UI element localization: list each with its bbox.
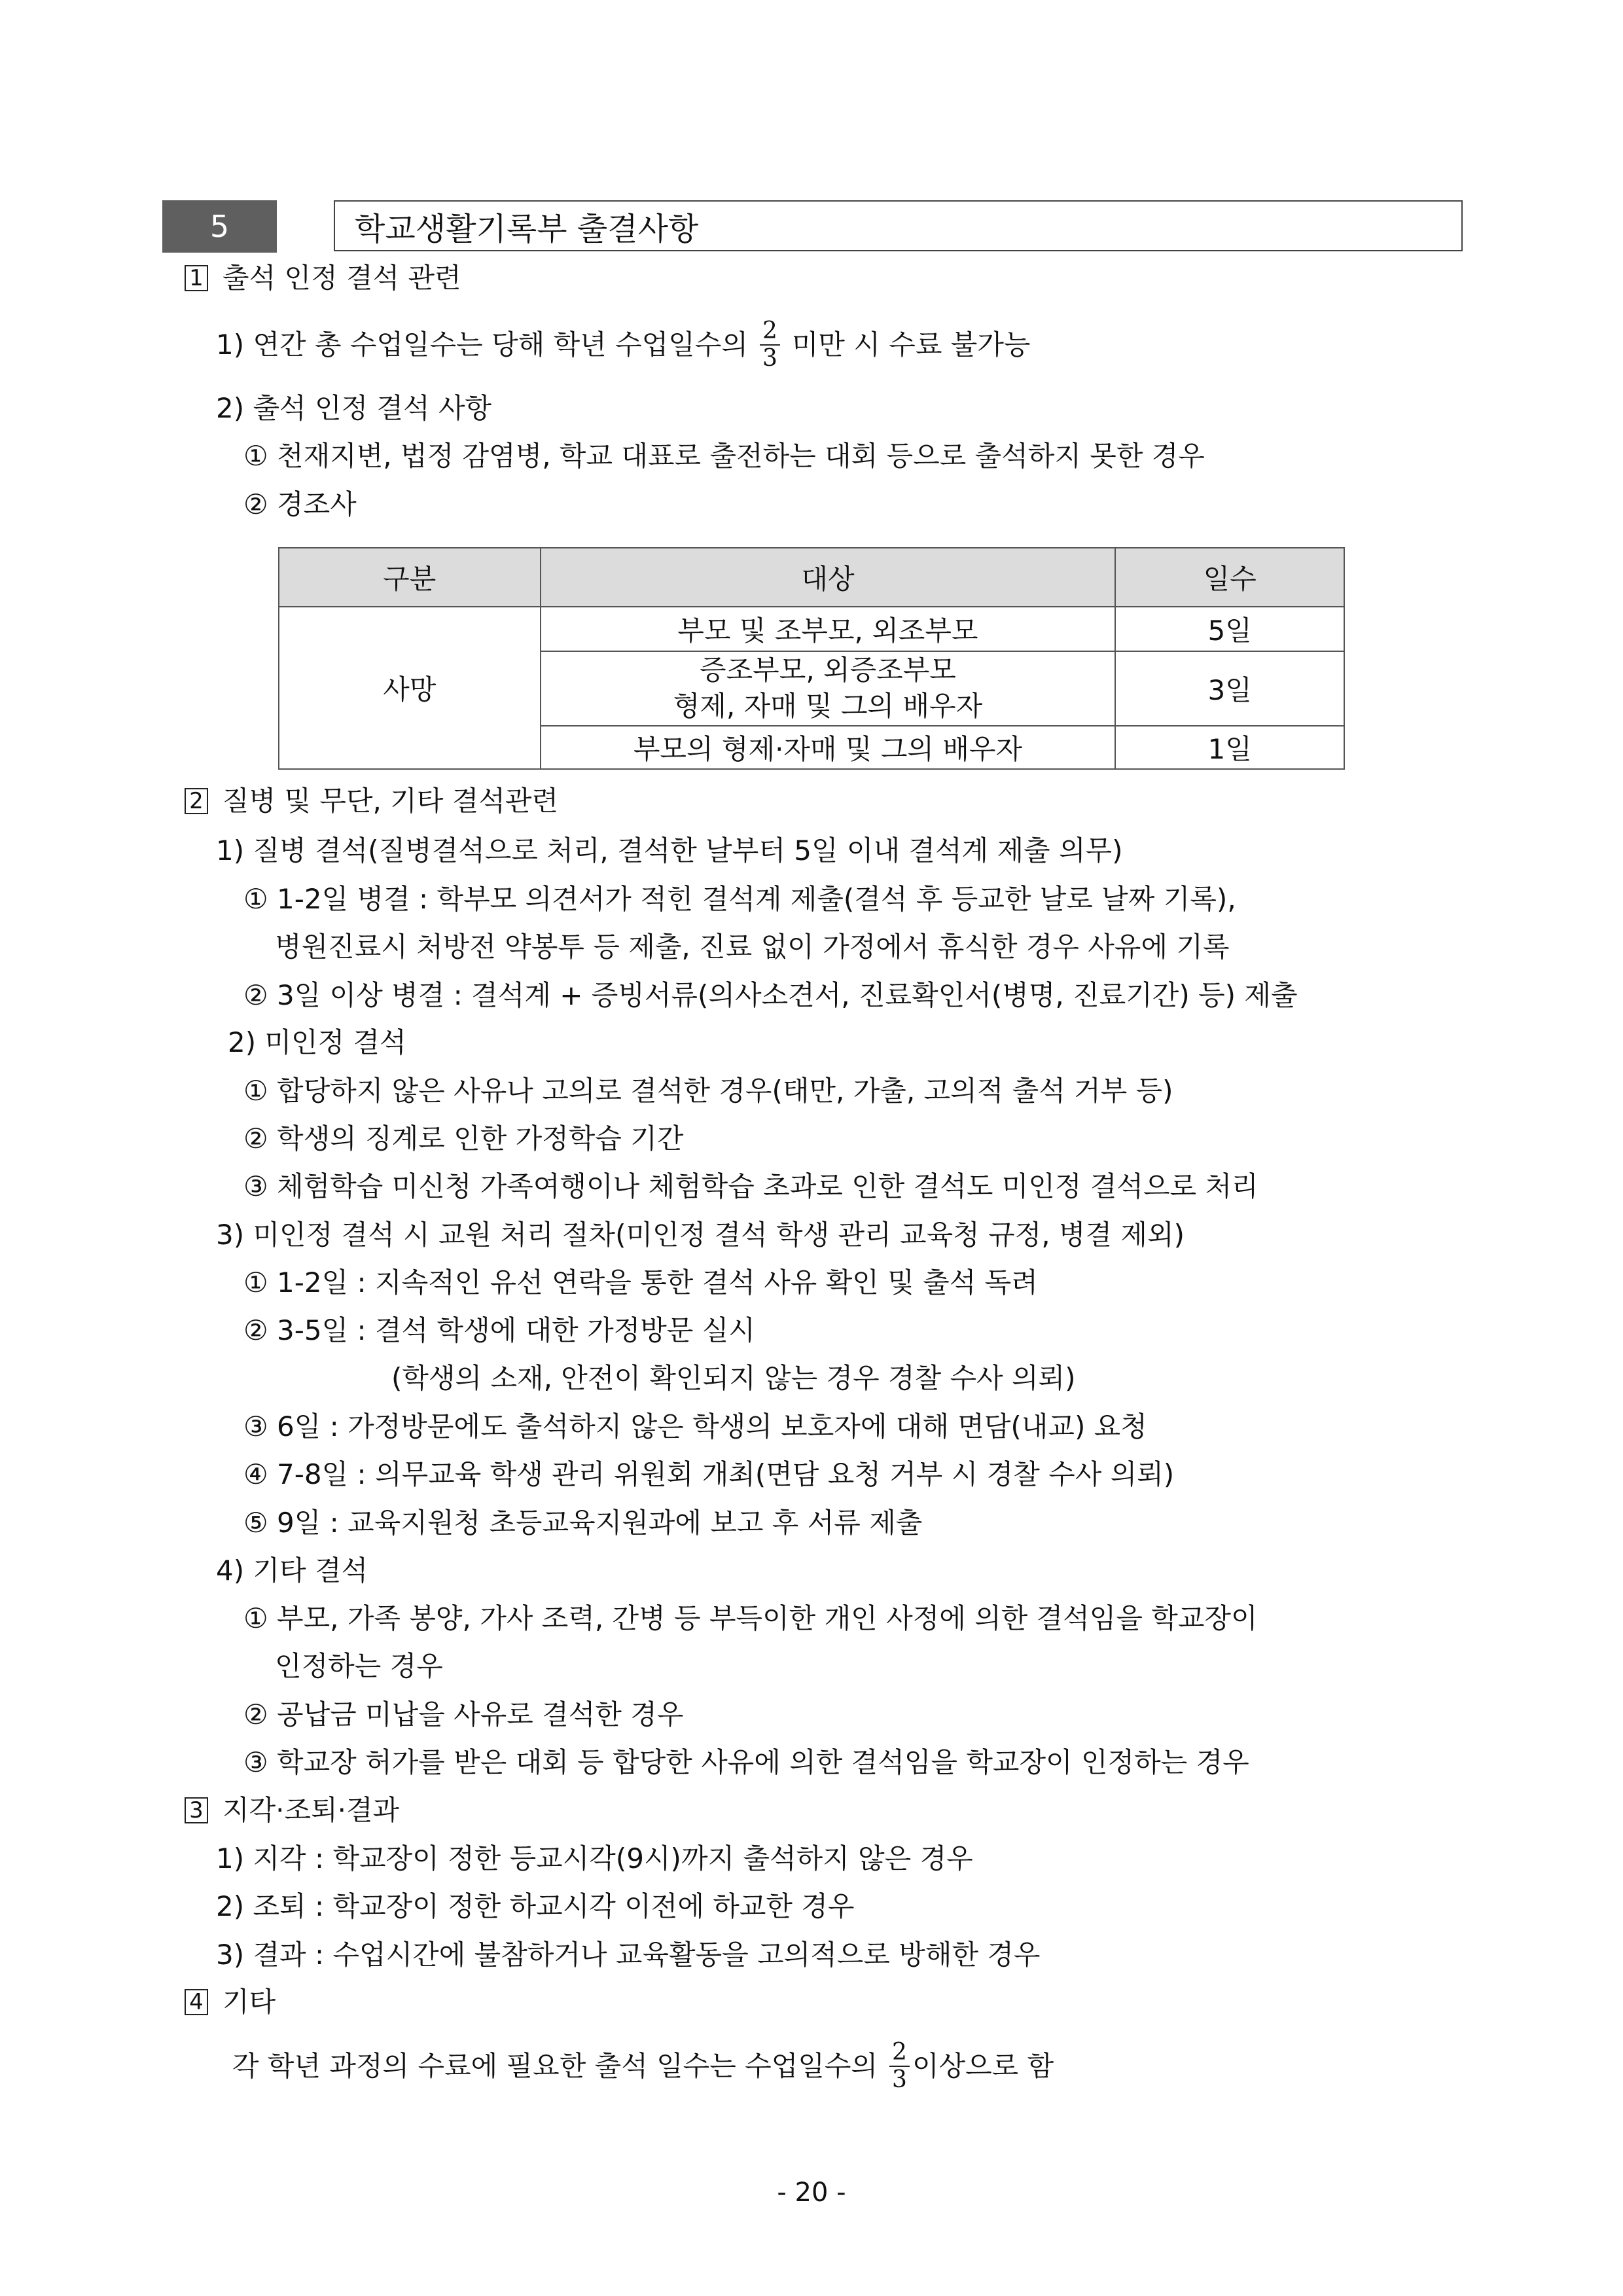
s2-l3-1: ① 1-2일 : 지속적인 유선 연락을 통한 결석 사유 확인 및 출석 독려	[243, 1266, 1038, 1299]
s2-l3-5: ⑤ 9일 : 교육지원청 초등교육지원과에 보고 후 서류 제출	[243, 1507, 923, 1539]
table-row	[279, 607, 1344, 651]
table-cell-target-line2: 형제, 자매 및 그의 배우자	[673, 690, 983, 722]
table-cell-target: 부모의 형제·자매 및 그의 배우자	[541, 726, 1116, 769]
mourning-leave-table	[278, 547, 1345, 770]
s2-l2-3: ③ 체험학습 미신청 가족여행이나 체험학습 초과로 인한 결석도 미인정 결석으로 처리	[243, 1170, 1258, 1202]
s1-item1-post: 미만 시 수료 불가능	[791, 328, 1031, 361]
table-header-days: 일수	[1115, 548, 1344, 607]
s2-l1: 1) 질병 결석(질병결석으로 처리, 결석한 날부터 5일 이내 결석계 제출 의무)	[216, 834, 1123, 867]
s2-l1-2: ② 3일 이상 병결 : 결석계 + 증빙서류(의사소견서, 진료확인서(병명, 진료기간) 등) 제출	[243, 979, 1298, 1011]
s1-item1	[216, 318, 1030, 371]
s1-item2: 2) 출석 인정 결석 사항	[216, 392, 492, 424]
page-number: - 20 -	[777, 2178, 846, 2208]
s2-l2-1: ① 합당하지 않은 사유나 고의로 결석한 경우(태만, 가출, 고의적 출석 거부 등)	[243, 1075, 1173, 1107]
s4-text-post: 이상으로 함	[912, 2049, 1054, 2082]
subsection-2-heading	[185, 787, 558, 815]
s1-item2-1: ① 천재지변, 법정 감염병, 학교 대표로 출전하는 대회 등으로 출석하지 못한 경우	[243, 440, 1205, 472]
s1-item1-pre: 1) 연간 총 수업일수는 당해 학년 수업일수의	[216, 328, 748, 361]
s2-l3-4: ④ 7-8일 : 의무교육 학생 관리 위원회 개최(면담 요청 거부 시 경찰 수사 의뢰)	[243, 1458, 1175, 1490]
s3-l1: 1) 지각 : 학교장이 정한 등교시각(9시)까지 출석하지 않은 경우	[216, 1842, 973, 1874]
s4-text-pre: 각 학년 과정의 수료에 필요한 출석 일수는 수업일수의	[232, 2049, 878, 2082]
s2-l3-2b: (학생의 소재, 안전이 확인되지 않는 경우 경찰 수사 의뢰)	[391, 1362, 1076, 1394]
subsection-4-title: 기타	[223, 1986, 276, 2018]
fraction-numerator: 2	[889, 2039, 910, 2067]
s2-l3-2: ② 3-5일 : 결석 학생에 대한 가정방문 실시	[243, 1314, 755, 1346]
table-header-row	[279, 548, 1344, 607]
s2-l3: 3) 미인정 결석 시 교원 처리 절차(미인정 결석 학생 관리 교육청 규정, 병결 제외)	[216, 1219, 1185, 1251]
fraction-two-thirds	[760, 318, 780, 371]
s4-text	[232, 2039, 1054, 2092]
table-cell-target-line1: 증조부모, 외증조부모	[700, 654, 956, 687]
subsection-2-title: 질병 및 무단, 기타 결석관련	[223, 785, 559, 817]
section-number-badge	[162, 200, 277, 253]
s2-l4-1a: ① 부모, 가족 봉양, 가사 조력, 간병 등 부득이한 개인 사정에 의한 결석임을 학교장이	[243, 1602, 1258, 1634]
fraction-denominator: 3	[892, 2066, 907, 2093]
table-cell-target: 부모 및 조부모, 외조부모	[541, 607, 1116, 651]
s2-l2-2: ② 학생의 징계로 인한 가정학습 기간	[243, 1122, 684, 1155]
s2-l2: 2) 미인정 결석	[228, 1026, 406, 1058]
table-cell-category: 사망	[279, 607, 541, 769]
section-number: 5	[209, 209, 230, 244]
s2-l1-1b: 병원진료시 처방전 약봉투 등 제출, 진료 없이 가정에서 휴식한 경우 사유에 기록	[275, 931, 1230, 963]
table-cell-days: 3일	[1115, 651, 1344, 726]
subsection-2-number: 2	[185, 788, 208, 814]
s2-l4-2: ② 공납금 미납을 사유로 결석한 경우	[243, 1698, 684, 1731]
subsection-1-number: 1	[185, 265, 208, 291]
s3-l3: 3) 결과 : 수업시간에 불참하거나 교육활동을 고의적으로 방해한 경우	[216, 1939, 1041, 1971]
table-cell-target	[541, 651, 1116, 726]
s2-l1-1a: ① 1-2일 병결 : 학부모 의견서가 적힌 결석계 제출(결석 후 등교한 날로 날짜 기록),	[243, 883, 1236, 915]
subsection-1-title: 출석 인정 결석 관련	[223, 262, 461, 294]
fraction-denominator: 3	[762, 344, 777, 372]
subsection-3-title: 지각·조퇴·결과	[223, 1794, 400, 1826]
table-header-target: 대상	[541, 548, 1116, 607]
subsection-4-number: 4	[185, 1989, 208, 2015]
subsection-3-number: 3	[185, 1797, 208, 1823]
subsection-4-heading	[185, 1988, 276, 2016]
s2-l4: 4) 기타 결석	[216, 1554, 368, 1587]
fraction-numerator: 2	[760, 318, 780, 346]
table-cell-days: 1일	[1115, 726, 1344, 769]
fraction-two-thirds	[889, 2039, 910, 2092]
subsection-1-heading	[185, 264, 461, 292]
s1-item2-2: ② 경조사	[243, 488, 357, 520]
section-title-box	[334, 200, 1463, 251]
s2-l4-3: ③ 학교장 허가를 받은 대회 등 합당한 사유에 의한 결석임을 학교장이 인정하는 경우	[243, 1746, 1249, 1778]
subsection-3-heading	[185, 1794, 400, 1826]
s2-l4-1b: 인정하는 경우	[275, 1650, 443, 1682]
s2-l3-3: ③ 6일 : 가정방문에도 출석하지 않은 학생의 보호자에 대해 면담(내교) 요청	[243, 1410, 1147, 1443]
s3-l2: 2) 조퇴 : 학교장이 정한 하교시각 이전에 하교한 경우	[216, 1890, 855, 1922]
section-title: 학교생활기록부 출결사항	[355, 210, 699, 247]
table-cell-days: 5일	[1115, 607, 1344, 651]
table-header-category: 구분	[279, 548, 541, 607]
